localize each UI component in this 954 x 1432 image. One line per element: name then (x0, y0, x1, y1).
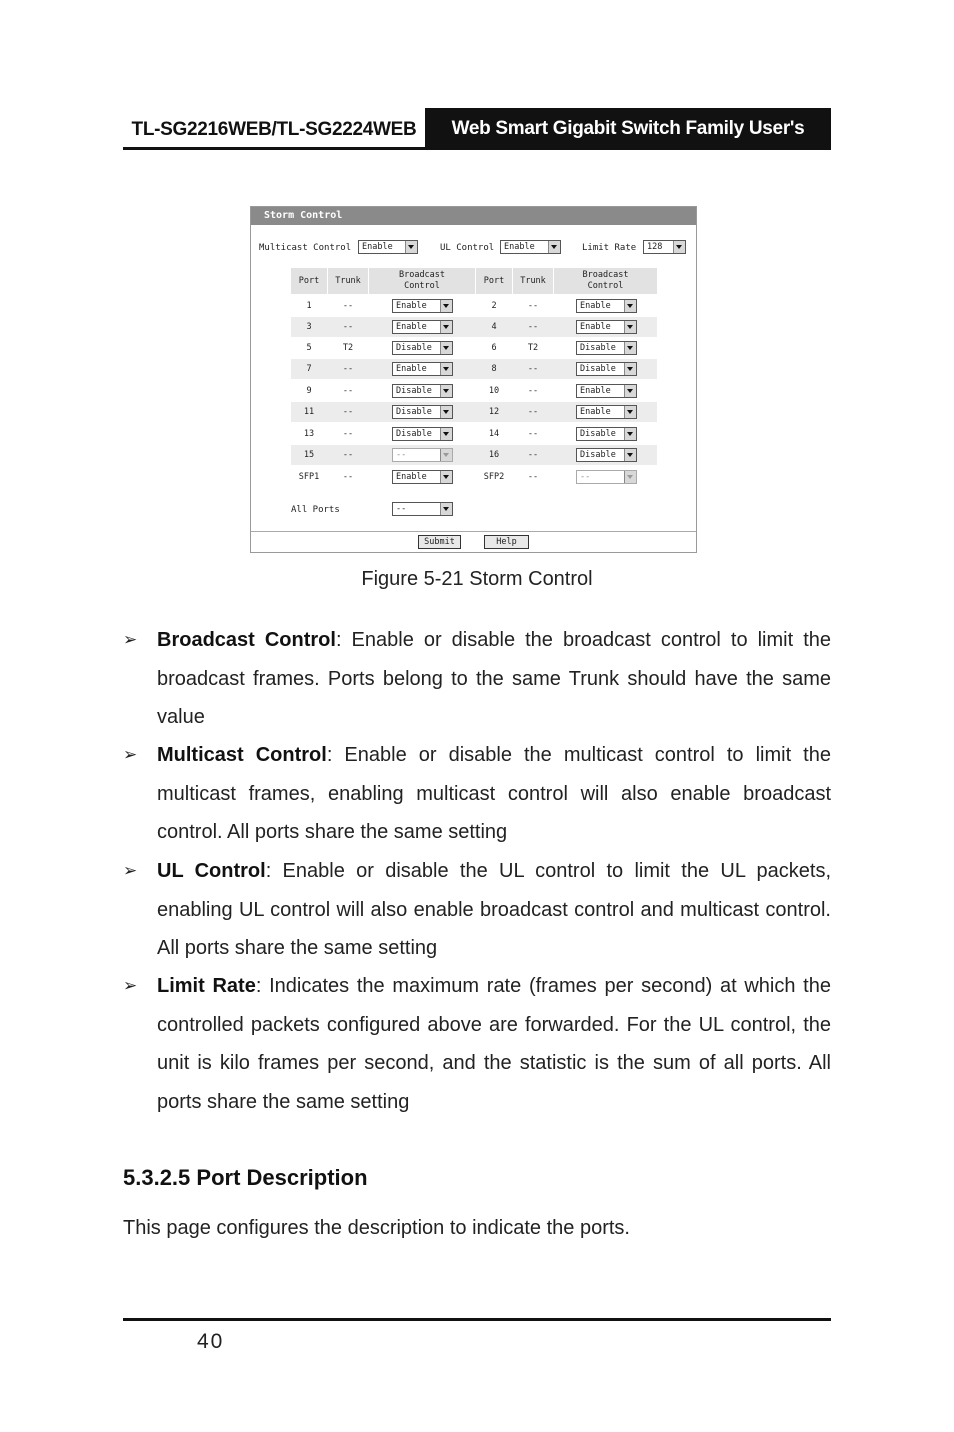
chevron-down-icon (624, 471, 636, 483)
col-trunk: Trunk (513, 268, 553, 294)
chevron-down-icon (440, 342, 452, 354)
multicast-control-label: Multicast Control (259, 243, 352, 253)
button-bar-divider (251, 531, 696, 532)
port-table-header (291, 268, 657, 294)
all-ports-select[interactable]: -- (392, 502, 453, 516)
description: : Indicates the maximum rate (frames per second) at which the controlled packets configured above are forwarded. For the UL control, the unit is kilo frames per second, and the statistic is the sum of all ports. All ports share the same setting (157, 975, 831, 1113)
broadcast-control-select[interactable]: Disable (576, 362, 637, 376)
storm-control-panel (250, 206, 697, 553)
port-number: 9 (306, 386, 312, 396)
chevron-down-icon (440, 385, 452, 397)
chevron-down-icon (624, 385, 636, 397)
broadcast-control-select[interactable]: Disable (392, 427, 453, 441)
trunk-value: -- (527, 450, 539, 460)
table-row (291, 359, 657, 379)
chevron-down-icon (624, 363, 636, 375)
chevron-down-icon (440, 363, 452, 375)
trunk-value: T2 (342, 343, 354, 353)
broadcast-control-select[interactable]: Enable (392, 470, 453, 484)
list-item (123, 736, 831, 852)
chevron-down-icon (673, 241, 685, 253)
table-row (291, 296, 657, 316)
limit-rate-select[interactable]: 128 (643, 240, 686, 254)
port-number: SFP1 (298, 472, 320, 482)
port-number: 16 (488, 450, 500, 460)
trunk-value: T2 (527, 343, 539, 353)
multicast-control-select[interactable]: Enable (358, 240, 418, 254)
broadcast-control-select[interactable]: Disable (392, 384, 453, 398)
port-number: 14 (488, 429, 500, 439)
term: Broadcast Control (157, 629, 336, 651)
port-number: 4 (491, 322, 497, 332)
trunk-value: -- (527, 322, 539, 332)
broadcast-control-select[interactable]: Disable (576, 341, 637, 355)
table-row (291, 317, 657, 337)
table-row (291, 445, 657, 465)
broadcast-control-select[interactable]: Enable (576, 384, 637, 398)
body-paragraph: This page configures the description to indicate the ports. (123, 1217, 630, 1239)
term: Multicast Control (157, 744, 327, 766)
header-model: TL-SG2216WEB/TL-SG2224WEB (131, 119, 417, 140)
port-number: 2 (491, 301, 497, 311)
table-row (291, 424, 657, 444)
broadcast-control-select[interactable]: Enable (392, 320, 453, 334)
trunk-value: -- (342, 429, 354, 439)
trunk-value: -- (527, 429, 539, 439)
port-number: 12 (488, 407, 500, 417)
broadcast-control-select[interactable]: Enable (392, 362, 453, 376)
port-number: 11 (303, 407, 315, 417)
port-number: 8 (491, 364, 497, 374)
trunk-value: -- (527, 407, 539, 417)
broadcast-control-select[interactable]: -- (576, 470, 637, 484)
footer-rule (123, 1318, 831, 1321)
chevron-down-icon (440, 471, 452, 483)
col-broadcast-control: Broadcast Control (369, 268, 475, 294)
chevron-down-icon (624, 342, 636, 354)
chevron-down-icon (624, 449, 636, 461)
port-number: 10 (488, 386, 500, 396)
chevron-down-icon (624, 428, 636, 440)
list-item (123, 621, 831, 737)
trunk-value: -- (342, 450, 354, 460)
port-number: 5 (306, 343, 312, 353)
arrow-bullet-icon: ➢ (123, 976, 138, 995)
arrow-bullet-icon: ➢ (123, 630, 138, 649)
broadcast-control-select[interactable]: Disable (392, 341, 453, 355)
broadcast-control-select[interactable]: Enable (576, 299, 637, 313)
trunk-value: -- (342, 386, 354, 396)
col-port: Port (291, 268, 327, 294)
trunk-value: -- (527, 386, 539, 396)
ul-control-label: UL Control (440, 243, 495, 253)
header-rule (123, 147, 831, 150)
port-number: 7 (306, 364, 312, 374)
table-row (291, 338, 657, 358)
port-number: SFP2 (483, 472, 505, 482)
limit-rate-label: Limit Rate (582, 243, 637, 253)
all-ports-label: All Ports (291, 505, 340, 515)
trunk-value: -- (342, 472, 354, 482)
col-trunk: Trunk (328, 268, 368, 294)
header-guide-title: Web Smart Gigabit Switch Family User's Guide (425, 108, 831, 150)
help-button[interactable]: Help (484, 535, 529, 549)
col-port: Port (476, 268, 512, 294)
chevron-down-icon (440, 503, 452, 515)
list-item (123, 967, 831, 1121)
port-number: 6 (491, 343, 497, 353)
term: UL Control (157, 860, 266, 882)
trunk-value: -- (527, 364, 539, 374)
broadcast-control-select[interactable]: Enable (576, 405, 637, 419)
page-number: 40 (197, 1330, 225, 1353)
port-number: 15 (303, 450, 315, 460)
broadcast-control-select[interactable]: Disable (576, 427, 637, 441)
arrow-bullet-icon: ➢ (123, 745, 138, 764)
port-number: 13 (303, 429, 315, 439)
table-row (291, 467, 657, 487)
chevron-down-icon (405, 241, 417, 253)
col-broadcast-control: Broadcast Control (554, 268, 657, 294)
chevron-down-icon (624, 321, 636, 333)
chevron-down-icon (440, 449, 452, 461)
section-heading: 5.3.2.5 Port Description (123, 1165, 368, 1190)
chevron-down-icon (440, 428, 452, 440)
table-row (291, 402, 657, 422)
trunk-value: -- (342, 407, 354, 417)
arrow-bullet-icon: ➢ (123, 861, 138, 880)
figure-caption: Figure 5-21 Storm Control (361, 568, 593, 590)
chevron-down-icon (440, 300, 452, 312)
list-item (123, 852, 831, 968)
term: Limit Rate (157, 975, 256, 997)
trunk-value: -- (342, 301, 354, 311)
description: : Enable or disable the broadcast control to limit the broadcast frames. Ports belong to the same Trunk should have the same value (157, 629, 831, 729)
chevron-down-icon (624, 406, 636, 418)
chevron-down-icon (440, 406, 452, 418)
port-number: 1 (306, 301, 312, 311)
broadcast-control-select[interactable]: Disable (392, 405, 453, 419)
broadcast-control-select[interactable]: Enable (392, 299, 453, 313)
trunk-value: -- (527, 472, 539, 482)
description: : Enable or disable the multicast control to limit the multicast frames, enabling multicast control will also enable broadcast control. All ports share the same setting (157, 744, 831, 844)
broadcast-control-select[interactable]: Enable (576, 320, 637, 334)
chevron-down-icon (440, 321, 452, 333)
description: : Enable or disable the UL control to limit the UL packets, enabling UL control will also enable broadcast control and multicast control. All ports share the same setting (157, 860, 832, 960)
chevron-down-icon (548, 241, 560, 253)
broadcast-control-select[interactable]: Disable (576, 448, 637, 462)
trunk-value: -- (342, 364, 354, 374)
panel-title: Storm Control (251, 207, 696, 225)
trunk-value: -- (342, 322, 354, 332)
submit-button[interactable]: Submit (418, 535, 461, 549)
port-number: 3 (306, 322, 312, 332)
ul-control-select[interactable]: Enable (500, 240, 561, 254)
chevron-down-icon (624, 300, 636, 312)
broadcast-control-select[interactable]: -- (392, 448, 453, 462)
table-row (291, 381, 657, 401)
trunk-value: -- (527, 301, 539, 311)
